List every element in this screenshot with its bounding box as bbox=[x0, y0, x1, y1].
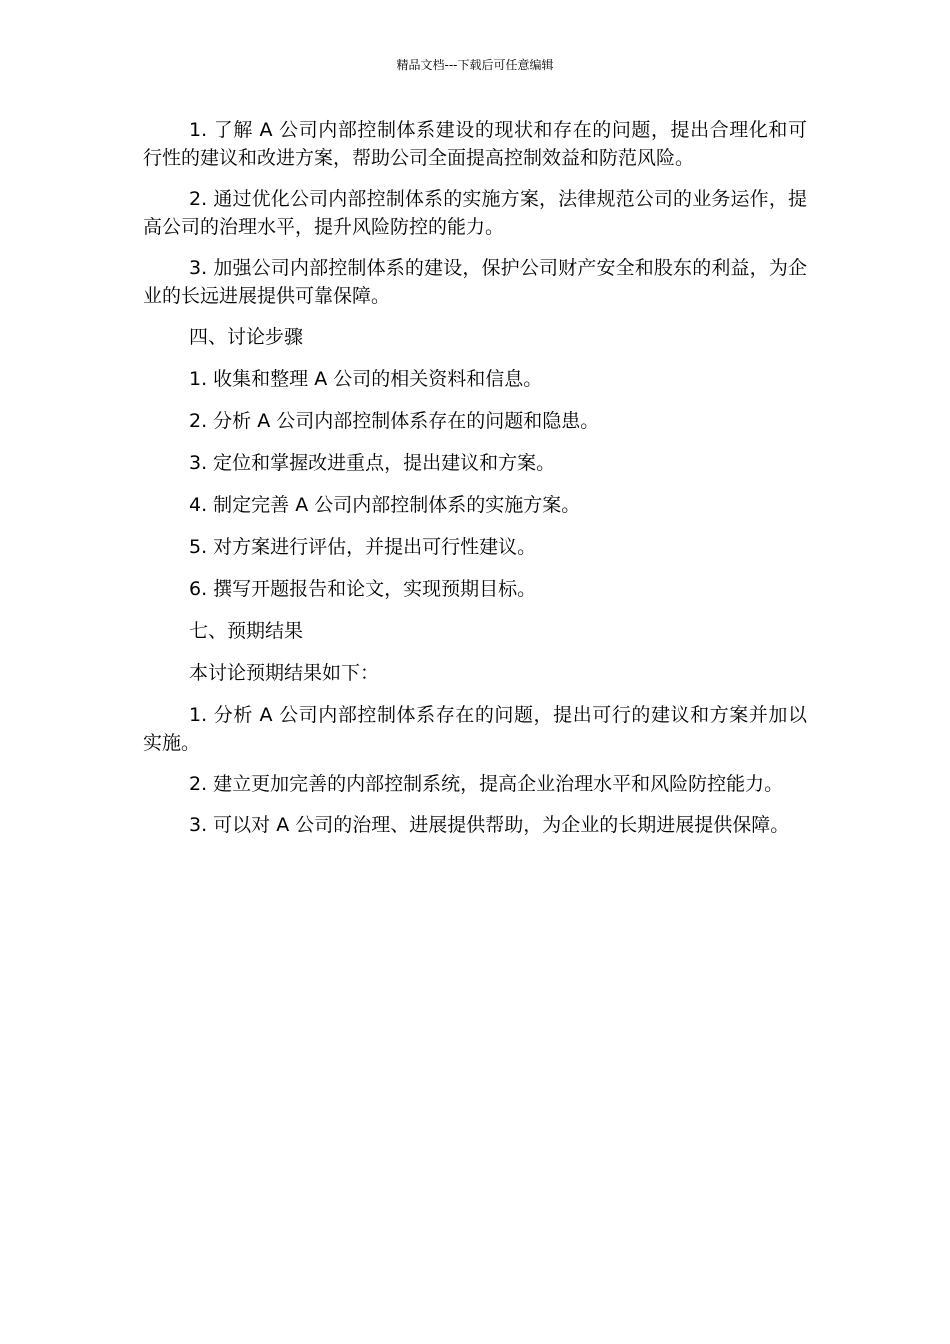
step-item-1: 1. 收集和整理 A 公司的相关资料和信息。 bbox=[189, 368, 543, 390]
results-intro: 本讨论预期结果如下： bbox=[189, 662, 380, 684]
document-body bbox=[143, 116, 807, 852]
step-item-4: 4. 制定完善 A 公司内部控制体系的实施方案。 bbox=[189, 494, 581, 516]
step-item-6: 6. 撰写开题报告和论文，实现预期目标。 bbox=[189, 578, 537, 600]
result-item-3: 3. 可以对 A 公司的治理、进展提供帮助，为企业的长期进展提供保障。 bbox=[189, 814, 790, 836]
result-item-2: 2. 建立更加完善的内部控制系统，提高企业治理水平和风险防控能力。 bbox=[189, 773, 784, 795]
page-header: 精品文档---下载后可任意编辑 bbox=[396, 58, 554, 72]
paragraph-goal-1: 1. 了解 A 公司内部控制体系建设的现状和存在的问题，提出合理化和可行性的建议和改进方案，帮助公司全面提高控制效益和防范风险。 bbox=[143, 119, 807, 169]
section-heading-results: 七、预期结果 bbox=[189, 620, 304, 642]
section-heading-steps: 四、讨论步骤 bbox=[189, 326, 304, 348]
step-item-2: 2. 分析 A 公司内部控制体系存在的问题和隐患。 bbox=[189, 410, 600, 432]
paragraph-goal-3: 3. 加强公司内部控制体系的建设，保护公司财产安全和股东的利益，为企业的长远进展提供可靠保障。 bbox=[143, 257, 807, 307]
step-item-3: 3. 定位和掌握改进重点，提出建议和方案。 bbox=[189, 452, 556, 474]
step-item-5: 5. 对方案进行评估，并提出可行性建议。 bbox=[189, 536, 537, 558]
paragraph-goal-2: 2. 通过优化公司内部控制体系的实施方案，法律规范公司的业务运作，提高公司的治理水平，提升风险防控的能力。 bbox=[143, 188, 807, 238]
result-item-1: 1. 分析 A 公司内部控制体系存在的问题，提出可行的建议和方案并加以实施。 bbox=[143, 704, 807, 754]
